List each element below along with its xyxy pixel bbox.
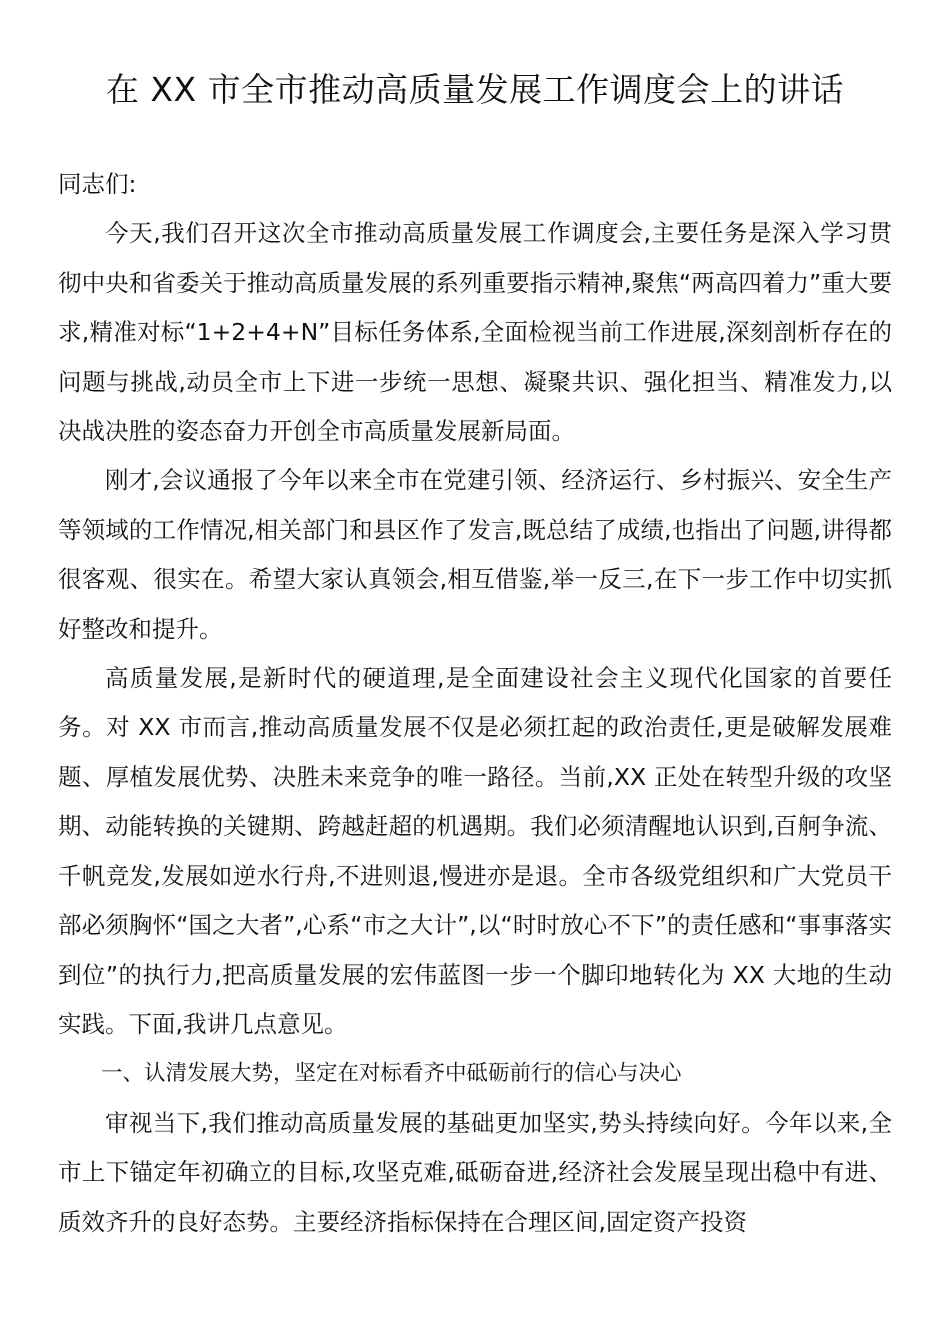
section-paragraph: 审视当下,我们推动高质量发展的基础更加坚实,势头持续向好。今年以来,全市上下锚定年初确立的目标,攻坚克难,砥砺奋进,经济社会发展呈现出稳中有进、质效齐升的良好态势。主要经济指标保持在合理区间,固定资产投资 (58, 1108, 892, 1236)
paragraph-opening: 今天,我们召开这次全市推动高质量发展工作调度会,主要任务是深入学习贯彻中央和省委关于推动高质量发展的系列重要指示精神,聚焦“两高四着力”重大要求,精准对标“1+2+4+N”目标任务体系,全面检视当前工作进展,深刻剖析存在的问题与挑战,动员全市上下进一步统一思想、凝聚共识、强化担当、精准发力,以决战决胜的姿态奋力开创全市高质量发展新局面。 (58, 219, 892, 446)
paragraph-significance: 高质量发展,是新时代的硬道理,是全面建设社会主义现代化国家的首要任务。对 XX 市而言,推动高质量发展不仅是必须扛起的政治责任,更是破解发展难题、厚植发展优势、决胜未来竞争的唯一路径。当前,XX 正处在转型升级的攻坚期、动能转换的关键期、跨越赶超的机遇期。我们必须清醒地认识到,百舸争流、千帆竞发,发展如逆水行舟,不进则退,慢进亦是退。全市各级党组织和广大党员干部必须胸怀“国之大者”,心系“市之大计”,以“时时放心不下”的责任感和“事事落实到位”的执行力,把高质量发展的宏伟蓝图一步一个脚印地转化为 XX 大地的生动实践。下面,我讲几点意见。 (58, 664, 892, 1038)
salutation: 同志们: (58, 170, 137, 198)
document-title: 在 XX 市全市推动高质量发展工作调度会上的讲话 (105, 70, 845, 109)
document-body (58, 160, 892, 1247)
section-heading: 一、认清发展大势，坚定在对标看齐中砥砺前行的信心与决心 (101, 1061, 682, 1087)
paragraph-review: 刚才,会议通报了今年以来全市在党建引领、经济运行、乡村振兴、安全生产等领域的工作情况,相关部门和县区作了发言,既总结了成绩,也指出了问题,讲得都很客观、很实在。希望大家认真领会,相互借鉴,举一反三,在下一步工作中切实抓好整改和提升。 (58, 466, 892, 643)
